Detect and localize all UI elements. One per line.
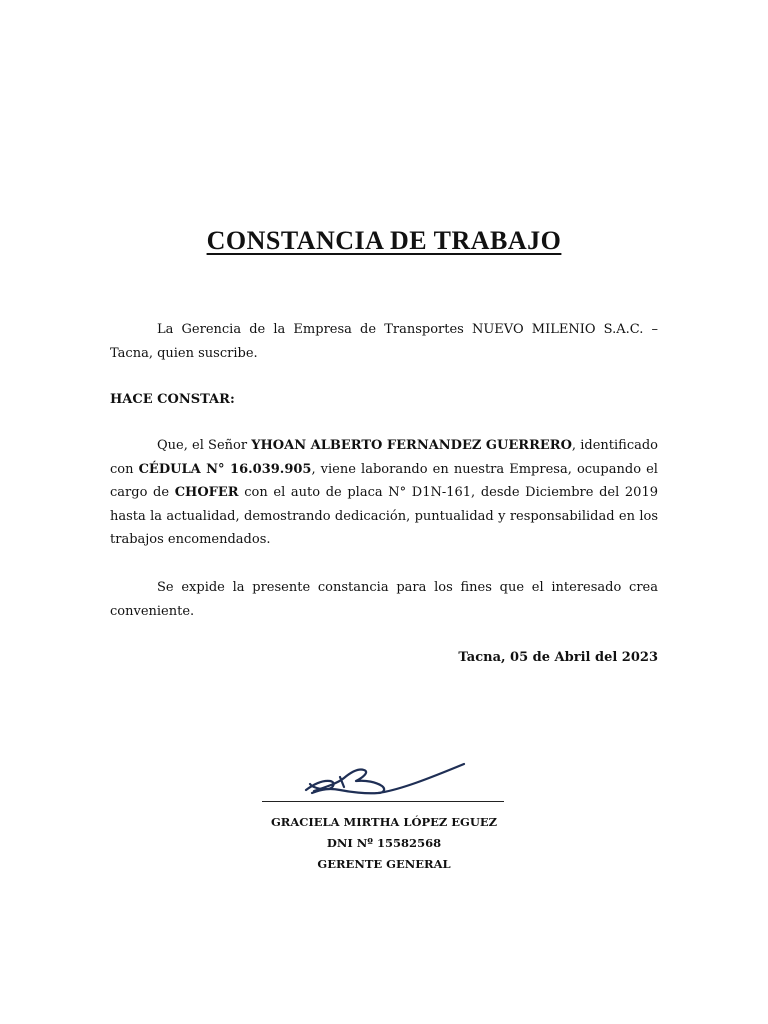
document-date: Tacna, 05 de Abril del 2023 <box>458 650 658 665</box>
employee-position: CHOFER <box>174 485 239 500</box>
employment-paragraph <box>110 434 658 552</box>
signatory-dni: DNI Nº 15582568 <box>326 836 442 850</box>
employee-id: CÉDULA N° 16.039.905 <box>138 461 312 477</box>
intro-paragraph <box>110 318 658 365</box>
employment-text-part4: con el auto de placa N° D1N-161, desde Diciembre del 2019 hasta la actualidad, demostrando dedicación, puntualidad y responsabilidad en los trabajos encomendados. <box>110 485 658 547</box>
hace-constar-heading: HACE CONSTAR: <box>110 392 235 407</box>
signatory-role: GERENTE GENERAL <box>317 857 451 871</box>
employee-name: YHOAN ALBERTO FERNANDEZ GUERRERO <box>251 438 572 453</box>
intro-text: La Gerencia de la Empresa de Transportes NUEVO MILENIO S.A.C. – Tacna, quien suscribe. <box>110 322 658 361</box>
employment-text-part1: Que, el Señor <box>157 438 252 453</box>
signature-line <box>262 801 504 802</box>
purpose-paragraph <box>110 576 658 623</box>
handwritten-signature <box>300 760 470 802</box>
document-title: CONSTANCIA DE TRABAJO <box>206 226 562 255</box>
employment-text-part3: , viene laborando en nuestra Empresa, ocupando el cargo de <box>110 461 658 500</box>
purpose-text: Se expide la presente constancia para los fines que el interesado crea conveniente. <box>110 580 658 619</box>
signatory-name: GRACIELA MIRTHA LÓPEZ EGUEZ <box>270 815 498 829</box>
employment-text-part2: , identificado con <box>110 438 658 477</box>
